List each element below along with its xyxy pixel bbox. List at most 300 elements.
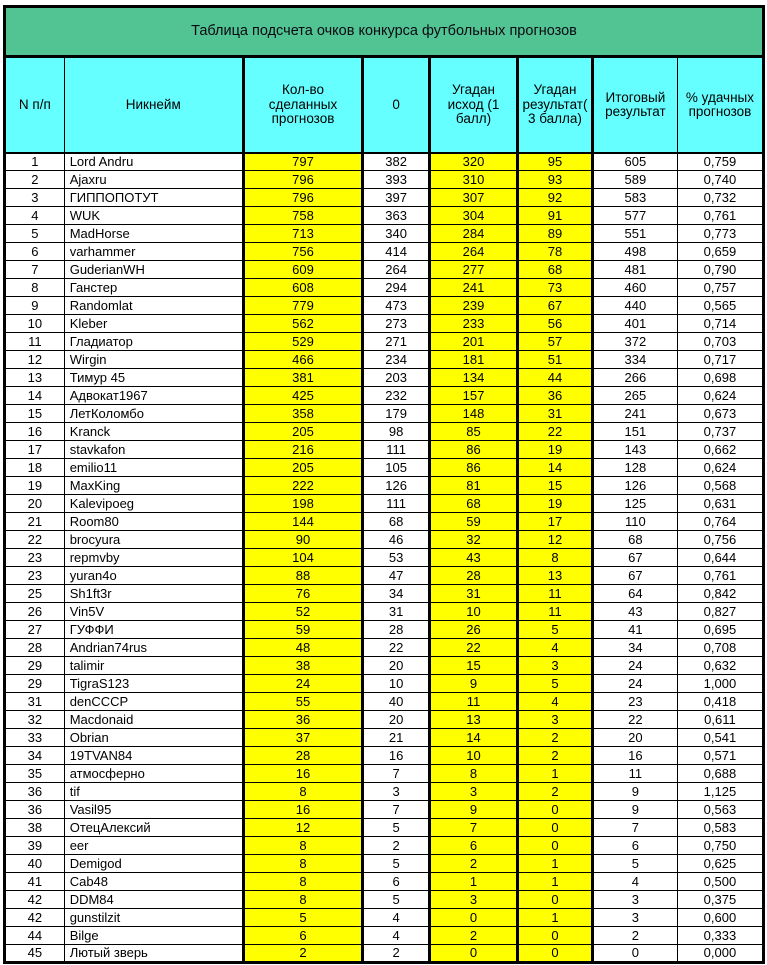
cell-success-rate: 0,644 [677,549,763,567]
cell-predictions: 24 [243,675,362,693]
cell-predictions: 756 [243,243,362,261]
table-row [5,585,764,603]
cell-success-rate: 0,827 [677,603,763,621]
table-row [5,297,764,315]
cell-rank: 5 [5,225,65,243]
cell-total: 2 [592,927,677,945]
cell-rank: 41 [5,873,65,891]
cell-result-3pt: 0 [518,945,593,963]
cell-predictions: 779 [243,297,362,315]
cell-predictions: 8 [243,855,362,873]
cell-result-3pt: 12 [518,531,593,549]
cell-total: 16 [592,747,677,765]
cell-total: 125 [592,495,677,513]
cell-predictions: 144 [243,513,362,531]
table-row [5,243,764,261]
cell-predictions: 797 [243,153,362,171]
cell-nickname: denCCCP [64,693,243,711]
cell-result-3pt: 51 [518,351,593,369]
table-row [5,711,764,729]
header-nickname: Никнейм [64,57,243,153]
cell-predictions: 198 [243,495,362,513]
cell-predictions: 529 [243,333,362,351]
table-row [5,819,764,837]
cell-total: 23 [592,693,677,711]
cell-success-rate: 0,737 [677,423,763,441]
cell-outcome-1pt: 201 [430,333,518,351]
cell-predictions: 8 [243,891,362,909]
cell-nickname: eer [64,837,243,855]
cell-success-rate: 0,756 [677,531,763,549]
cell-zero: 7 [363,801,430,819]
cell-outcome-1pt: 7 [430,819,518,837]
cell-total: 67 [592,549,677,567]
cell-result-3pt: 2 [518,747,593,765]
cell-nickname: Kleber [64,315,243,333]
cell-rank: 21 [5,513,65,531]
table-row [5,549,764,567]
cell-zero: 5 [363,819,430,837]
cell-result-3pt: 19 [518,495,593,513]
cell-outcome-1pt: 3 [430,891,518,909]
cell-zero: 20 [363,711,430,729]
cell-success-rate: 0,717 [677,351,763,369]
cell-total: 34 [592,639,677,657]
cell-total: 24 [592,657,677,675]
cell-total: 41 [592,621,677,639]
cell-total: 7 [592,819,677,837]
cell-zero: 473 [363,297,430,315]
cell-zero: 16 [363,747,430,765]
cell-rank: 44 [5,927,65,945]
cell-zero: 5 [363,855,430,873]
cell-outcome-1pt: 32 [430,531,518,549]
cell-success-rate: 0,375 [677,891,763,909]
cell-outcome-1pt: 241 [430,279,518,297]
cell-rank: 42 [5,909,65,927]
cell-nickname: yuran4o [64,567,243,585]
cell-predictions: 28 [243,747,362,765]
cell-success-rate: 0,757 [677,279,763,297]
title-row [5,7,764,57]
score-table [3,5,765,964]
header-rank: N п/п [5,57,65,153]
cell-outcome-1pt: 148 [430,405,518,423]
cell-success-rate: 0,625 [677,855,763,873]
cell-rank: 18 [5,459,65,477]
table-row [5,477,764,495]
cell-rank: 3 [5,189,65,207]
table-row [5,531,764,549]
cell-success-rate: 0,662 [677,441,763,459]
cell-outcome-1pt: 3 [430,783,518,801]
cell-zero: 294 [363,279,430,297]
cell-nickname: brocyura [64,531,243,549]
cell-zero: 28 [363,621,430,639]
cell-zero: 273 [363,315,430,333]
cell-zero: 3 [363,783,430,801]
table-row [5,387,764,405]
cell-rank: 23 [5,549,65,567]
cell-result-3pt: 4 [518,639,593,657]
cell-total: 24 [592,675,677,693]
cell-success-rate: 0,695 [677,621,763,639]
table-row [5,837,764,855]
cell-zero: 126 [363,477,430,495]
cell-outcome-1pt: 181 [430,351,518,369]
header-zero: 0 [363,57,430,153]
cell-nickname: Kranck [64,423,243,441]
cell-zero: 2 [363,945,430,963]
cell-total: 334 [592,351,677,369]
cell-predictions: 466 [243,351,362,369]
cell-nickname: Ajaxru [64,171,243,189]
cell-nickname: GuderianWH [64,261,243,279]
cell-result-3pt: 92 [518,189,593,207]
cell-zero: 2 [363,837,430,855]
cell-outcome-1pt: 2 [430,855,518,873]
cell-success-rate: 0,632 [677,657,763,675]
cell-rank: 23 [5,567,65,585]
cell-rank: 36 [5,801,65,819]
cell-success-rate: 0,761 [677,567,763,585]
cell-outcome-1pt: 0 [430,909,518,927]
cell-outcome-1pt: 59 [430,513,518,531]
table-row [5,801,764,819]
cell-rank: 31 [5,693,65,711]
cell-nickname: tif [64,783,243,801]
cell-rank: 13 [5,369,65,387]
cell-result-3pt: 8 [518,549,593,567]
cell-success-rate: 0,541 [677,729,763,747]
cell-result-3pt: 78 [518,243,593,261]
cell-zero: 68 [363,513,430,531]
cell-outcome-1pt: 284 [430,225,518,243]
table-row [5,207,764,225]
table-body [5,7,764,963]
cell-predictions: 8 [243,873,362,891]
cell-zero: 20 [363,657,430,675]
cell-predictions: 216 [243,441,362,459]
cell-result-3pt: 4 [518,693,593,711]
table-row [5,171,764,189]
cell-outcome-1pt: 14 [430,729,518,747]
cell-zero: 179 [363,405,430,423]
cell-predictions: 609 [243,261,362,279]
cell-zero: 414 [363,243,430,261]
cell-total: 64 [592,585,677,603]
cell-nickname: gunstilzit [64,909,243,927]
cell-zero: 105 [363,459,430,477]
cell-rank: 33 [5,729,65,747]
cell-rank: 27 [5,621,65,639]
cell-predictions: 36 [243,711,362,729]
cell-result-3pt: 31 [518,405,593,423]
cell-result-3pt: 73 [518,279,593,297]
cell-rank: 19 [5,477,65,495]
cell-nickname: Лютый зверь [64,945,243,963]
cell-predictions: 88 [243,567,362,585]
table-row [5,333,764,351]
cell-success-rate: 0,568 [677,477,763,495]
cell-result-3pt: 5 [518,621,593,639]
cell-total: 4 [592,873,677,891]
cell-rank: 20 [5,495,65,513]
cell-total: 128 [592,459,677,477]
cell-rank: 40 [5,855,65,873]
header-result-3pt: Угадан результат( 3 балла) [518,57,593,153]
cell-total: 498 [592,243,677,261]
cell-nickname: ЛетКоломбо [64,405,243,423]
cell-nickname: Адвокат1967 [64,387,243,405]
cell-success-rate: 0,764 [677,513,763,531]
table-row [5,675,764,693]
cell-outcome-1pt: 264 [430,243,518,261]
cell-total: 5 [592,855,677,873]
cell-outcome-1pt: 10 [430,603,518,621]
cell-result-3pt: 5 [518,675,593,693]
cell-predictions: 6 [243,927,362,945]
cell-total: 266 [592,369,677,387]
table-row [5,603,764,621]
cell-total: 241 [592,405,677,423]
cell-success-rate: 0,688 [677,765,763,783]
cell-success-rate: 0,759 [677,153,763,171]
cell-zero: 5 [363,891,430,909]
table-row [5,765,764,783]
cell-nickname: emilio11 [64,459,243,477]
cell-predictions: 796 [243,189,362,207]
cell-success-rate: 1,000 [677,675,763,693]
cell-result-3pt: 11 [518,603,593,621]
table-row [5,189,764,207]
cell-nickname: Andrian74rus [64,639,243,657]
cell-zero: 34 [363,585,430,603]
cell-predictions: 38 [243,657,362,675]
cell-outcome-1pt: 86 [430,441,518,459]
cell-predictions: 37 [243,729,362,747]
table-row [5,909,764,927]
cell-success-rate: 0,708 [677,639,763,657]
cell-outcome-1pt: 81 [430,477,518,495]
header-success-rate: % удачных прогнозов [677,57,763,153]
cell-success-rate: 0,740 [677,171,763,189]
cell-result-3pt: 56 [518,315,593,333]
cell-result-3pt: 1 [518,909,593,927]
cell-total: 3 [592,909,677,927]
cell-total: 372 [592,333,677,351]
cell-success-rate: 0,563 [677,801,763,819]
cell-outcome-1pt: 320 [430,153,518,171]
table-row [5,153,764,171]
cell-outcome-1pt: 43 [430,549,518,567]
cell-predictions: 608 [243,279,362,297]
cell-rank: 12 [5,351,65,369]
cell-success-rate: 0,631 [677,495,763,513]
cell-result-3pt: 89 [518,225,593,243]
cell-success-rate: 0,600 [677,909,763,927]
cell-result-3pt: 95 [518,153,593,171]
table-row [5,279,764,297]
table-row [5,423,764,441]
cell-nickname: ГИППОПОТУТ [64,189,243,207]
cell-success-rate: 0,659 [677,243,763,261]
cell-nickname: repmvby [64,549,243,567]
cell-nickname: Vasil95 [64,801,243,819]
table-row [5,261,764,279]
cell-outcome-1pt: 307 [430,189,518,207]
cell-rank: 26 [5,603,65,621]
cell-outcome-1pt: 13 [430,711,518,729]
cell-result-3pt: 0 [518,837,593,855]
cell-rank: 28 [5,639,65,657]
cell-total: 0 [592,945,677,963]
table-row [5,927,764,945]
cell-result-3pt: 2 [518,783,593,801]
table-row [5,621,764,639]
cell-predictions: 16 [243,801,362,819]
cell-outcome-1pt: 9 [430,801,518,819]
cell-nickname: атмосферно [64,765,243,783]
cell-zero: 203 [363,369,430,387]
cell-predictions: 796 [243,171,362,189]
cell-rank: 32 [5,711,65,729]
cell-result-3pt: 15 [518,477,593,495]
cell-result-3pt: 0 [518,927,593,945]
cell-predictions: 758 [243,207,362,225]
table-row [5,225,764,243]
cell-success-rate: 0,698 [677,369,763,387]
cell-rank: 36 [5,783,65,801]
cell-nickname: MadHorse [64,225,243,243]
cell-predictions: 381 [243,369,362,387]
cell-predictions: 76 [243,585,362,603]
cell-outcome-1pt: 239 [430,297,518,315]
cell-zero: 363 [363,207,430,225]
cell-nickname: Randomlat [64,297,243,315]
cell-outcome-1pt: 9 [430,675,518,693]
cell-outcome-1pt: 2 [430,927,518,945]
table-row [5,315,764,333]
cell-zero: 21 [363,729,430,747]
cell-total: 11 [592,765,677,783]
cell-success-rate: 0,571 [677,747,763,765]
cell-result-3pt: 22 [518,423,593,441]
cell-result-3pt: 19 [518,441,593,459]
table-row [5,441,764,459]
cell-total: 20 [592,729,677,747]
cell-nickname: Wirgin [64,351,243,369]
cell-outcome-1pt: 10 [430,747,518,765]
cell-predictions: 8 [243,783,362,801]
table-title: Таблица подсчета очков конкурса футбольных прогнозов [5,7,764,57]
cell-result-3pt: 3 [518,657,593,675]
cell-success-rate: 0,773 [677,225,763,243]
cell-total: 605 [592,153,677,171]
cell-outcome-1pt: 85 [430,423,518,441]
cell-outcome-1pt: 6 [430,837,518,855]
cell-outcome-1pt: 86 [430,459,518,477]
cell-zero: 40 [363,693,430,711]
cell-outcome-1pt: 22 [430,639,518,657]
cell-success-rate: 0,732 [677,189,763,207]
cell-rank: 15 [5,405,65,423]
cell-predictions: 59 [243,621,362,639]
cell-success-rate: 1,125 [677,783,763,801]
cell-nickname: Vin5V [64,603,243,621]
cell-success-rate: 0,333 [677,927,763,945]
cell-outcome-1pt: 15 [430,657,518,675]
cell-success-rate: 0,703 [677,333,763,351]
cell-nickname: Гладиатор [64,333,243,351]
table-row [5,693,764,711]
cell-nickname: Sh1ft3r [64,585,243,603]
cell-result-3pt: 17 [518,513,593,531]
cell-nickname: Bilge [64,927,243,945]
table-row [5,657,764,675]
cell-nickname: talimir [64,657,243,675]
cell-zero: 234 [363,351,430,369]
table-row [5,639,764,657]
cell-predictions: 205 [243,459,362,477]
cell-predictions: 562 [243,315,362,333]
cell-result-3pt: 1 [518,873,593,891]
table-row [5,459,764,477]
cell-outcome-1pt: 11 [430,693,518,711]
header-row [5,57,764,153]
cell-zero: 4 [363,927,430,945]
table-row [5,513,764,531]
cell-rank: 1 [5,153,65,171]
cell-zero: 31 [363,603,430,621]
cell-result-3pt: 0 [518,819,593,837]
cell-result-3pt: 44 [518,369,593,387]
cell-zero: 111 [363,441,430,459]
cell-total: 589 [592,171,677,189]
table-row [5,405,764,423]
cell-zero: 46 [363,531,430,549]
table-row [5,945,764,963]
cell-rank: 39 [5,837,65,855]
cell-nickname: MaxKing [64,477,243,495]
cell-predictions: 5 [243,909,362,927]
cell-success-rate: 0,790 [677,261,763,279]
cell-outcome-1pt: 8 [430,765,518,783]
cell-zero: 10 [363,675,430,693]
cell-nickname: DDM84 [64,891,243,909]
cell-nickname: Kalevipoeg [64,495,243,513]
cell-rank: 2 [5,171,65,189]
cell-total: 68 [592,531,677,549]
cell-success-rate: 0,714 [677,315,763,333]
header-predictions: Кол-во сделанных прогнозов [243,57,362,153]
cell-predictions: 55 [243,693,362,711]
cell-outcome-1pt: 26 [430,621,518,639]
cell-outcome-1pt: 134 [430,369,518,387]
table-row [5,729,764,747]
cell-nickname: Room80 [64,513,243,531]
header-outcome-1pt: Угадан исход (1 балл) [430,57,518,153]
cell-outcome-1pt: 233 [430,315,518,333]
cell-nickname: ОтецАлексий [64,819,243,837]
cell-nickname: Lord Andru [64,153,243,171]
cell-success-rate: 0,750 [677,837,763,855]
cell-result-3pt: 0 [518,891,593,909]
cell-total: 551 [592,225,677,243]
cell-rank: 9 [5,297,65,315]
header-total: Итоговый результат [592,57,677,153]
cell-rank: 11 [5,333,65,351]
